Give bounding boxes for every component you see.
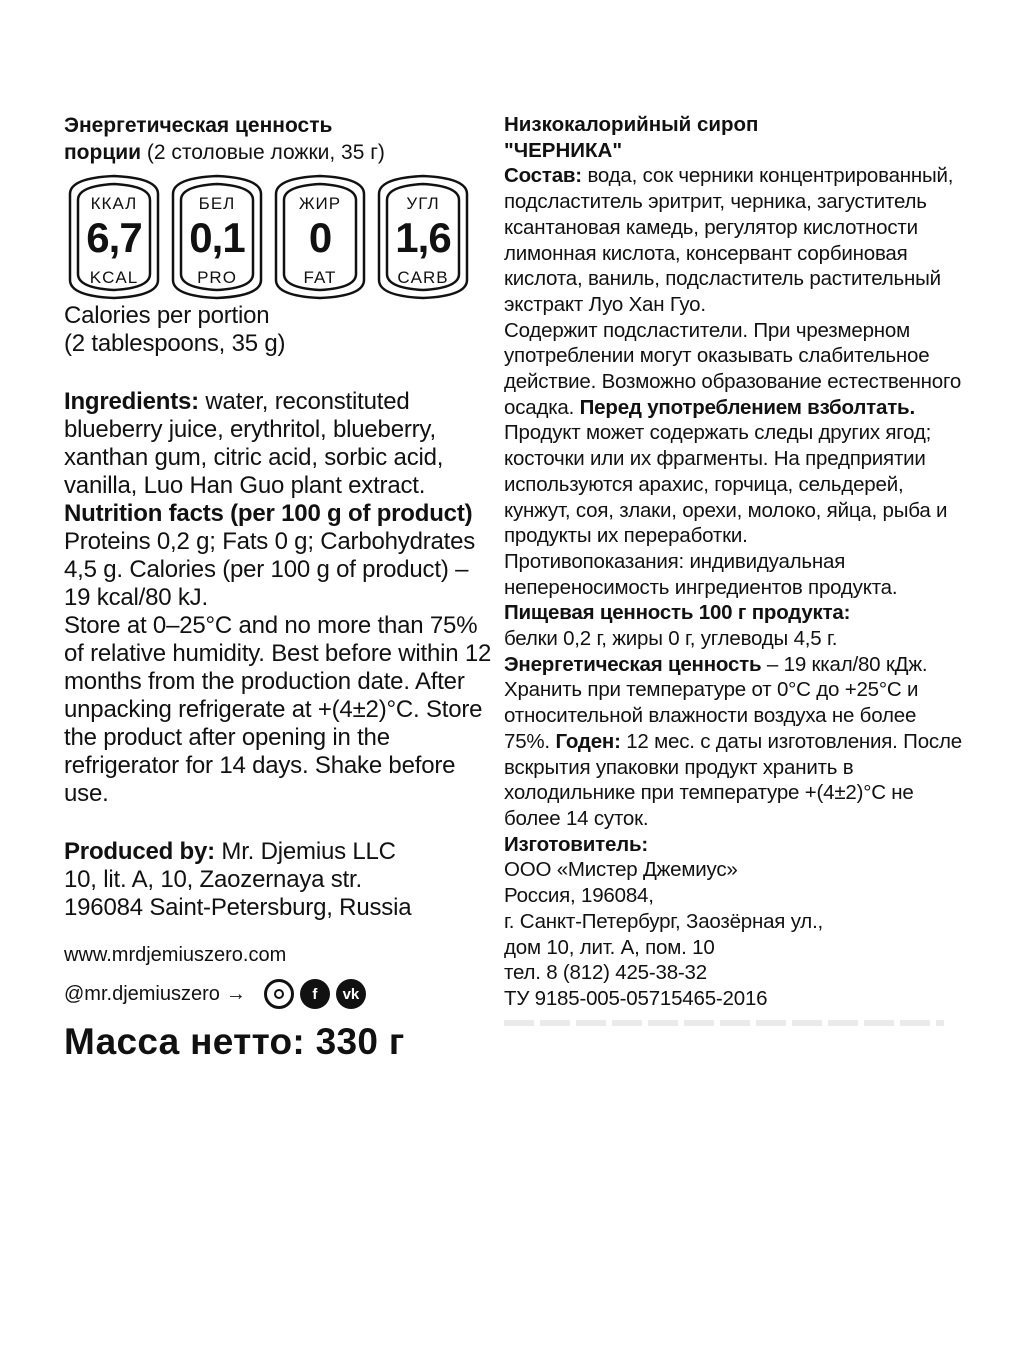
arrow-right-icon: → <box>225 982 246 1005</box>
produced-name: Mr. Djemius LLC <box>221 838 396 865</box>
product-title-line2: "ЧЕРНИКА" <box>504 138 623 162</box>
badge-fat-value: 0 <box>308 214 332 261</box>
nutrition-label: Nutrition facts (per 100 g of product) <box>64 500 473 527</box>
warning-paragraph <box>504 318 964 549</box>
energy-title <box>64 112 494 166</box>
badge-fat-bottom: FAT <box>303 268 337 287</box>
ingredients-paragraph <box>64 388 494 500</box>
producer-line <box>64 838 494 866</box>
net-weight: Масса нетто: 330 г <box>64 1021 405 1062</box>
energy-title-line2 <box>64 139 494 166</box>
maker-line: г. Санкт-Петербург, Заозёрная ул., <box>504 909 824 933</box>
calories-per-portion <box>64 302 494 358</box>
ru-storage-text: Хранить при температуре от 0°С до +25°С и относительной влажности воздуха не более 75%. <box>504 678 919 753</box>
ru-energy <box>504 652 964 678</box>
traces-text: Продукт может содержать следы других ягод; косточки или их фрагменты. На предприятии используются арахис, горчица, сельдерей, кунжут, соя, злаки, орехи, молоко, яйца, рыба и продукты их переработки. <box>504 421 948 548</box>
energy-title-line1: Энергетическая ценность <box>64 114 333 137</box>
address-line2: 196084 Saint-Petersburg, Russia <box>64 894 412 921</box>
address-line1: 10, lit. A, 10, Zaozernaya str. <box>64 866 362 893</box>
shelf-label: Годен: <box>555 729 621 753</box>
ru-energy-label: Энергетическая ценность <box>504 652 762 676</box>
badge-kcal-value: 6,7 <box>86 214 142 261</box>
ru-body <box>504 163 964 1011</box>
composition-text: вода, сок черники концентрированный, подсластитель эритрит, черника, загуститель ксантановая камедь, регулятор кислотности лимонная кислота, консервант сорбиновая кислота, ваниль, подсластитель растительный экстракт Луо Хан Гуо. <box>504 164 954 316</box>
badge-protein-value: 0,1 <box>189 214 245 261</box>
badge-protein-top: БЕЛ <box>198 194 236 213</box>
instagram-icon[interactable] <box>264 979 294 1009</box>
maker-line: ООО «Мистер Джемиус» <box>504 858 738 882</box>
ru-nutrition-label: Пищевая ценность 100 г продукта: <box>504 601 851 625</box>
badge-protein <box>167 172 267 302</box>
maker-line: ТУ 9185-005-05715465-2016 <box>504 986 768 1010</box>
storage-text: Store at 0–25°C and no more than 75% of relative humidity. Best before within 12 months from the production date. After unpacking refrigerate at +(4±2)°C. Store the product after opening in the refrigerator for 14 days. Shake before use. <box>64 612 492 807</box>
russian-column <box>504 112 964 1026</box>
warning-text: Содержит подсластители. При чрезмерном употреблении могут оказывать слабительное действие. Возможно образование естественного осадка. <box>504 318 962 419</box>
badge-kcal-bottom: KCAL <box>89 268 139 287</box>
producer-block <box>64 838 494 922</box>
product-title <box>504 112 964 163</box>
shelf-text: 12 мес. с даты изготовления. После вскрытия упаковки продукт хранить в холодильнике при температуре +(4±2)°С не более 14 суток. <box>504 729 962 830</box>
ru-energy-text: – 19 ккал/80 кДж. <box>766 652 928 676</box>
badge-protein-bottom: PRO <box>197 268 237 287</box>
produced-label: Produced by: <box>64 838 215 865</box>
ingredients-label: Ingredients: <box>64 388 199 415</box>
contraindications: Противопоказания: индивидуальная непереносимость ингредиентов продукта. <box>504 549 898 599</box>
maker-line: дом 10, лит. А, пом. 10 <box>504 935 715 959</box>
calories-line1: Calories per portion <box>64 302 270 329</box>
ru-storage <box>504 677 964 831</box>
badge-carb <box>373 172 473 302</box>
vk-icon[interactable]: vk <box>336 979 366 1009</box>
badge-kcal-top: ККАЛ <box>90 194 138 213</box>
badge-carb-bottom: CARB <box>397 268 449 287</box>
social-row <box>64 979 494 1009</box>
composition-label: Состав: <box>504 164 582 188</box>
energy-title-portion: (2 столовые ложки, 35 г) <box>146 141 385 164</box>
calories-line2: (2 tablespoons, 35 g) <box>64 330 286 357</box>
social-handle[interactable]: @mr.djemiuszero <box>64 982 220 1005</box>
nutrition-badges <box>64 172 474 302</box>
ingredients-text: water, reconstituted blueberry juice, erythritol, blueberry, xanthan gum, citric acid, sorbic acid, vanilla, Luo Han Guo plant extract. <box>64 388 444 499</box>
ru-nutrition-text: белки 0,2 г, жиры 0 г, углеводы 4,5 г. <box>504 627 838 651</box>
badge-kcal <box>64 172 164 302</box>
badge-fat <box>270 172 370 302</box>
energy-title-bold: порции <box>64 141 142 164</box>
english-column <box>64 112 494 1063</box>
maker-label: Изготовитель: <box>504 832 648 856</box>
badge-carb-value: 1,6 <box>395 214 451 261</box>
shake-label: Перед употреблением взболтать. <box>579 395 915 419</box>
facebook-icon[interactable]: f <box>300 979 330 1009</box>
maker-line: тел. 8 (812) 425-38-32 <box>504 961 707 985</box>
website-link[interactable]: www.mrdjemiuszero.com <box>64 944 287 966</box>
nutrition-text: Proteins 0,2 g; Fats 0 g; Carbohydrates 4,5 g. Calories (per 100 g of product) – 19 kcal/80 kJ. <box>64 528 476 611</box>
product-title-line1: Низкокалорийный сироп <box>504 113 759 136</box>
badge-carb-top: УГЛ <box>406 194 440 213</box>
badge-fat-top: ЖИР <box>298 194 342 213</box>
faded-divider <box>504 1020 944 1026</box>
maker-line: Россия, 196084, <box>504 884 654 908</box>
